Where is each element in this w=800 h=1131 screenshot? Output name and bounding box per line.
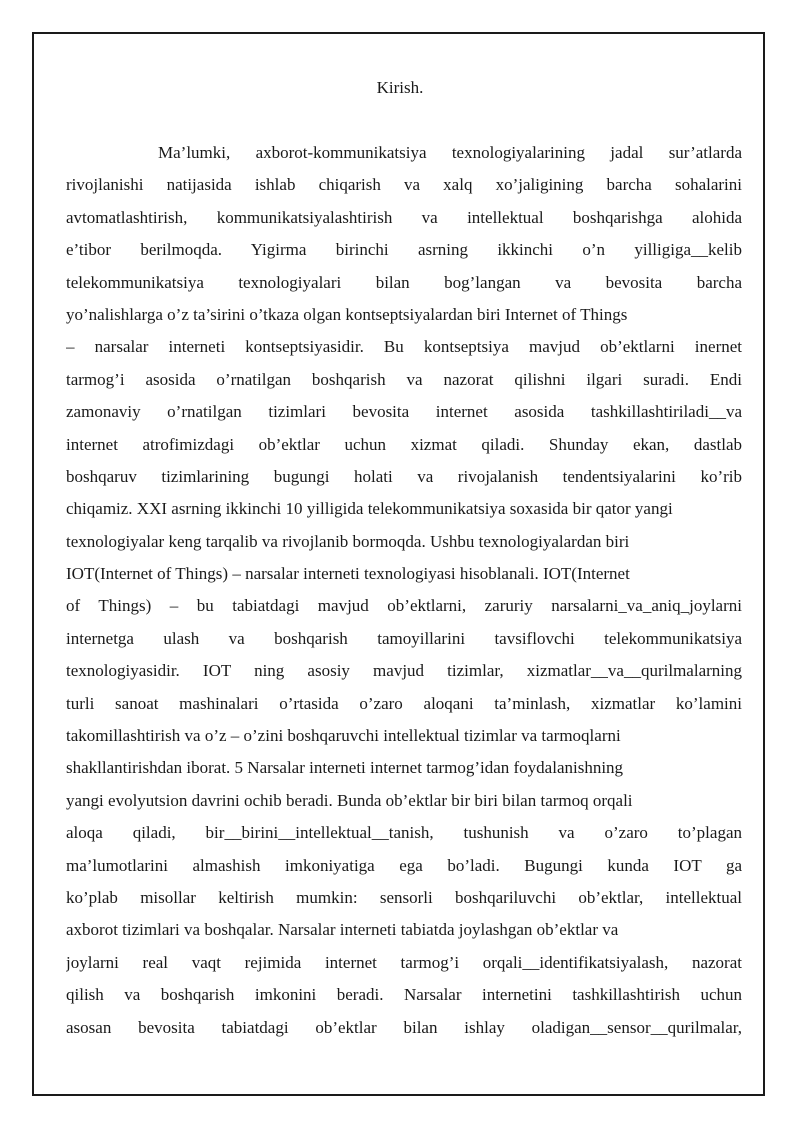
text-line: telekommunikatsiya texnologiyalari bilan bog’langan va bevosita barcha bbox=[66, 272, 742, 292]
page-title: Kirish. bbox=[376, 78, 424, 97]
text-line: texnologiyasidir. IOT ning asosiy mavjud tizimlar, xizmatlar__va__qurilmalarning bbox=[66, 661, 742, 681]
text-line: chiqamiz. XXI asrning ikkinchi 10 yilligida telekommunikatsiya soxasida bir qator yangi bbox=[66, 499, 673, 519]
text-line: – narsalar interneti kontseptsiyasidir. Bu kontseptsiya mavjud ob’ektlarni inernet bbox=[66, 337, 742, 357]
text-line: internet atrofimizdagi ob’ektlar uchun xizmat qiladi. Shunday ekan, dastlab bbox=[66, 434, 742, 454]
text-line: yangi evolyutsion davrini ochib beradi. Bunda ob’ektlar bir biri bilan tarmoq orqali bbox=[66, 790, 633, 810]
text-line: takomillashtirish va o’z – o’zini boshqaruvchi intellektual tizimlar va tarmoqlarni bbox=[66, 726, 621, 746]
text-line: boshqaruv tizimlarining bugungi holati va rivojalanish tendentsiyalarini ko’rib bbox=[66, 466, 742, 486]
text-line: qilish va boshqarish imkonini beradi. Narsalar internetini tashkillashtirish uchun bbox=[66, 985, 742, 1005]
text-line: tarmog’i asosida o’rnatilgan boshqarish va nazorat qilishni ilgari suradi. Endi bbox=[66, 369, 742, 389]
text-line: zamonaviy o’rnatilgan tizimlari bevosita internet asosida tashkillashtiriladi__va bbox=[66, 402, 742, 422]
text-line: aloqa qiladi, bir__birini__intellektual__tanish, tushunish va o’zaro to’plagan bbox=[66, 823, 742, 843]
text-line: internetga ulash va boshqarish tamoyillarini tavsiflovchi telekommunikatsiya bbox=[66, 628, 742, 648]
text-line: ma’lumotlarini almashish imkoniyatiga ega bo’ladi. Bugungi kunda IOT ga bbox=[66, 855, 742, 875]
text-line: texnologiyalar keng tarqalib va rivojlanib bormoqda. Ushbu texnologiyalardan biri bbox=[66, 531, 630, 551]
text-line: shakllantirishdan iborat. 5 Narsalar interneti internet tarmog’idan foydalanishning bbox=[66, 758, 624, 778]
text-line: asosan bevosita tabiatdagi ob’ektlar bilan ishlay oladigan__sensor__qurilmalar, bbox=[66, 1017, 742, 1037]
text-line: turli sanoat mashinalari o’rtasida o’zaro aloqani ta’minlash, xizmatlar ko’lamini bbox=[66, 693, 742, 713]
text-line: IOT(Internet of Things) – narsalar interneti texnologiyasi hisoblanali. IOT(Internet bbox=[66, 564, 630, 584]
text-line: axborot tizimlari va boshqalar. Narsalar interneti tabiatda joylashgan ob’ektlar va bbox=[66, 920, 619, 940]
text-line: joylarni real vaqt rejimida internet tarmog’i orqali__identifikatsiyalash, nazorat bbox=[66, 952, 742, 972]
text-line: avtomatlashtirish, kommunikatsiyalashtirish va intellektual boshqarishga alohida bbox=[66, 207, 742, 227]
body-paragraph bbox=[66, 142, 742, 1049]
text-line: e’tibor berilmoqda. Yigirma birinchi asrning ikkinchi o’n yilligiga__kelib bbox=[66, 240, 742, 260]
text-line: Ma’lumki, axborot-kommunikatsiya texnologiyalarining jadal sur’atlarda bbox=[158, 143, 742, 162]
text-line: yo’nalishlarga o’z ta’sirini o’tkaza olgan kontseptsiyalardan biri Internet of Things bbox=[66, 304, 628, 324]
text-line: rivojlanishi natijasida ishlab chiqarish va xalq xo’jaligining barcha sohalarini bbox=[66, 175, 742, 195]
text-line: ko’plab misollar keltirish mumkin: sensorli boshqariluvchi ob’ektlar, intellektual bbox=[66, 887, 742, 907]
text-line: of Things) – bu tabiatdagi mavjud ob’ektlarni, zaruriy narsalarni_va_aniq_joylarni bbox=[66, 596, 742, 616]
